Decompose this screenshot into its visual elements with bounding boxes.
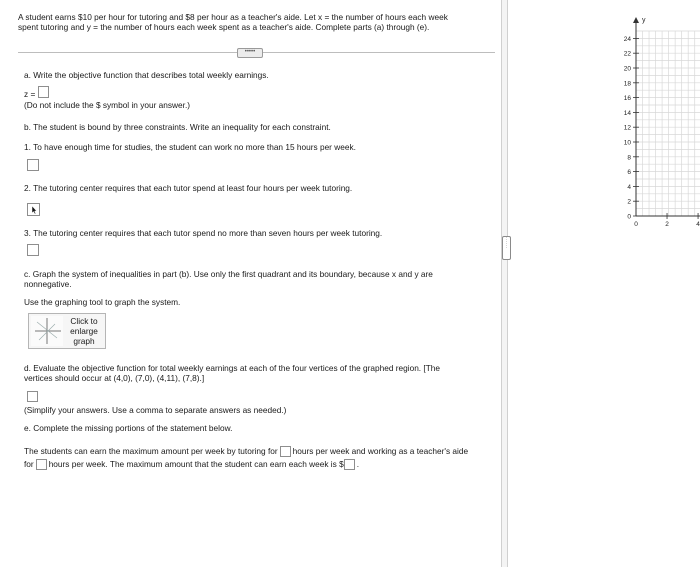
coordinate-graph[interactable] <box>516 0 700 240</box>
statement-line1 <box>24 446 468 457</box>
statement-part4: hours per week. The maximum amount that the student can earn each week is $ <box>48 459 344 469</box>
y-tick-label: 24 <box>623 35 631 43</box>
y-tick-label: 22 <box>623 50 631 58</box>
part-a-note: (Do not include the $ symbol in your answer.) <box>24 100 191 110</box>
constraint-1-input[interactable] <box>27 159 39 171</box>
y-tick-label: 14 <box>623 109 631 117</box>
y-tick-label: 20 <box>623 65 631 73</box>
x-tick-label: 0 <box>634 221 638 228</box>
y-tick-label: 8 <box>627 154 631 162</box>
problem-intro-line2: spent tutoring and y = the number of hours each week spent as a teacher's aide. Complete parts (a) through (e). <box>18 22 430 32</box>
aide-hours-input[interactable] <box>36 459 47 470</box>
y-tick-label: 10 <box>623 139 631 147</box>
mouse-pointer-icon <box>28 204 39 215</box>
graph-thumbnail-icon <box>31 316 63 346</box>
z-label: z = <box>24 89 36 99</box>
y-tick-label: 4 <box>627 183 631 191</box>
tutoring-hours-input[interactable] <box>280 446 291 457</box>
vertex-values-input[interactable] <box>27 391 38 402</box>
part-d-note: (Simplify your answers. Use a comma to separate answers as needed.) <box>24 405 287 415</box>
part-d-line1: d. Evaluate the objective function for total weekly earnings at each of the four vertices of the graphed region. [The <box>24 363 441 373</box>
statement-part1: The students can earn the maximum amount per week by tutoring for <box>24 446 278 456</box>
splitter-handle[interactable] <box>502 236 511 260</box>
constraint-3-text: 3. The tutoring center requires that each tutor spend no more than seven hours per week tutoring. <box>24 228 383 238</box>
constraint-3-input[interactable] <box>27 244 39 256</box>
statement-part5: . <box>356 459 360 469</box>
constraint-2-input[interactable] <box>27 203 40 216</box>
part-c-line1: c. Graph the system of inequalities in part (b). Use only the first quadrant and its boundary, because x and y are <box>24 269 433 279</box>
y-axis-label: y <box>642 17 646 24</box>
max-earnings-input[interactable] <box>344 459 355 470</box>
problem-intro-line1: A student earns $10 per hour for tutoring and $8 per hour as a teacher's aide. Let x = the number of hours each week <box>18 12 448 22</box>
graphing-tool-text: Use the graphing tool to graph the system. <box>24 297 181 307</box>
y-tick-label: 0 <box>627 213 631 221</box>
statement-part3: for <box>24 459 34 469</box>
y-axis-arrow-icon <box>633 17 639 23</box>
part-c-line2: nonnegative. <box>24 279 72 289</box>
x-tick-label: 2 <box>665 221 669 228</box>
enlarge-graph-label: Click to enlarge graph <box>70 316 98 346</box>
statement-line2 <box>24 459 359 470</box>
graph-panel <box>516 0 700 567</box>
part-d-line2: vertices should occur at (4,0), (7,0), (4,11), (7,8).] <box>24 373 205 383</box>
objective-function-input[interactable] <box>38 86 49 98</box>
constraint-2-text: 2. The tutoring center requires that each tutor spend at least four hours per week tutoring. <box>24 183 353 193</box>
y-tick-label: 6 <box>627 169 631 177</box>
x-tick-label: 4 <box>696 221 700 228</box>
part-a-question: a. Write the objective function that describes total weekly earnings. <box>24 70 269 80</box>
y-tick-label: 18 <box>623 80 631 88</box>
statement-part2: hours per week and working as a teacher's aide <box>292 446 469 456</box>
constraint-1-text: 1. To have enough time for studies, the student can work no more than 15 hours per week. <box>24 142 356 152</box>
y-tick-label: 16 <box>623 95 631 103</box>
y-tick-label: 2 <box>627 198 631 206</box>
part-b-question: b. The student is bound by three constraints. Write an inequality for each constraint. <box>24 122 331 132</box>
more-button[interactable] <box>237 48 263 58</box>
panel-splitter[interactable] <box>501 0 508 567</box>
enlarge-graph-button[interactable] <box>28 313 106 349</box>
grip-icon: ⋮ ⋮ <box>504 237 509 249</box>
y-tick-label: 12 <box>623 124 631 132</box>
ellipsis-icon: ••••• <box>244 49 256 55</box>
part-e-question: e. Complete the missing portions of the statement below. <box>24 423 233 433</box>
